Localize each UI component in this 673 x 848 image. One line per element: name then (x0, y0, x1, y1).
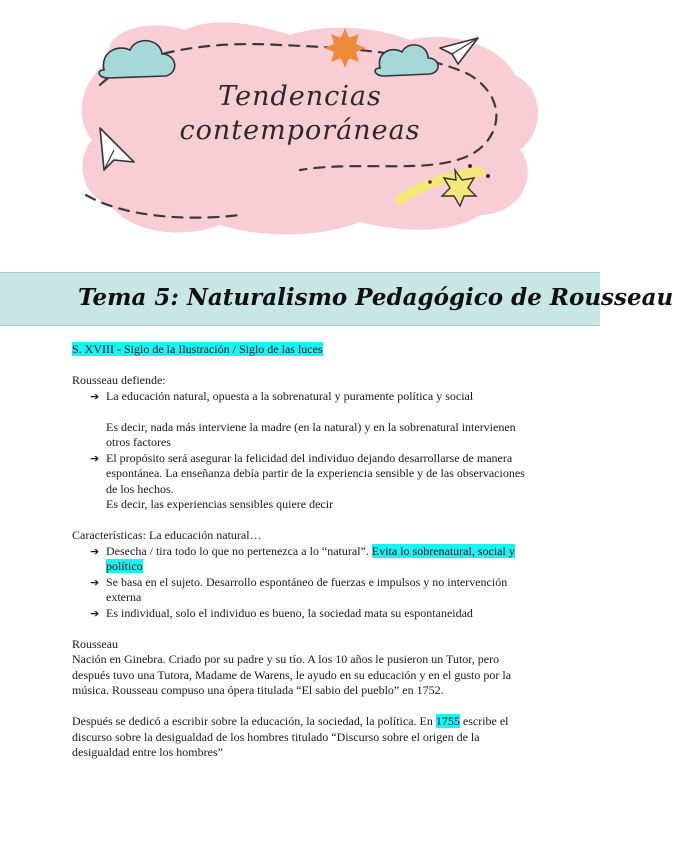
note-text: Es decir, las experiencias sensibles quiere decir (106, 497, 334, 511)
document-body (72, 342, 534, 761)
features-heading: Características: La educación natural… (72, 528, 262, 542)
list-item (72, 575, 534, 606)
banner-title-line: contemporáneas (179, 115, 421, 146)
arrow-icon: ➔ (90, 544, 100, 558)
arrow-icon: ➔ (90, 389, 100, 403)
list-item (72, 606, 534, 622)
banner-title (170, 80, 430, 148)
list-item-text: El propósito será asegurar la felicidad del individuo dejando desarrollarse de manera espontánea. La enseñanza debía partir de la experiencia sensible y de las observaciones de los hechos. (106, 450, 525, 496)
features-list (72, 544, 534, 622)
list-item (72, 389, 534, 405)
paragraph-text: Después se dedicó a escribir sobre la educación, la sociedad, la política. En (72, 714, 436, 728)
list-item (72, 544, 534, 575)
paragraph-text: escribe el discurso sobre la desigualdad de los hombres titulado “Discurso sobre el origen de la desigualdad entre los hombres” (72, 714, 509, 759)
note-text: Es decir, nada más interviene la madre (en la natural) y en la sobrenatural intervienen otros factores (106, 419, 516, 449)
highlighted-text: Evita lo sobrenatural, social y político (106, 543, 515, 573)
header-banner (0, 0, 600, 262)
arrow-icon: ➔ (90, 575, 100, 589)
defends-list (72, 451, 534, 498)
century-heading (72, 342, 534, 358)
bio-heading: Rousseau (72, 636, 118, 651)
bio-paragraph: Nación en Ginebra. Criado por su padre y su tío. A los 10 años le pusieron un Tutor, pero después tuvo una Tutora, Madame de Warens, le ayudo en su educación y en el gusto por la música. Rousseau compuso una ópera titulada “El sabio del pueblo” en 1752. (72, 652, 512, 697)
list-item-text: Se basa en el sujeto. Desarrollo espontáneo de fuerzas e impulsos y no intervención externa (106, 574, 508, 604)
highlighted-year: 1755 (435, 714, 460, 728)
defends-list (72, 389, 534, 405)
defends-heading: Rousseau defiende: (72, 373, 166, 387)
arrow-icon: ➔ (90, 451, 100, 465)
list-item-text: Desecha / tira todo lo que no pertenezca a lo “natural”. (106, 543, 372, 558)
highlighted-text: S. XVIII - Siglo de la Ilustración / Siglo de las luces (72, 342, 323, 356)
section-title: Tema 5: Naturalismo Pedagógico de Rousseau (78, 284, 673, 311)
list-item (72, 451, 534, 498)
banner-title-line: Tendencias (218, 81, 382, 112)
list-item-text: La educación natural, opuesta a la sobrenatural y puramente política y social (106, 388, 474, 403)
arrow-icon: ➔ (90, 606, 100, 620)
section-title-bar (0, 272, 673, 326)
later-paragraph (72, 714, 534, 761)
list-item-text: Es individual, solo el individuo es bueno, la sociedad mata su espontaneidad (106, 605, 473, 620)
